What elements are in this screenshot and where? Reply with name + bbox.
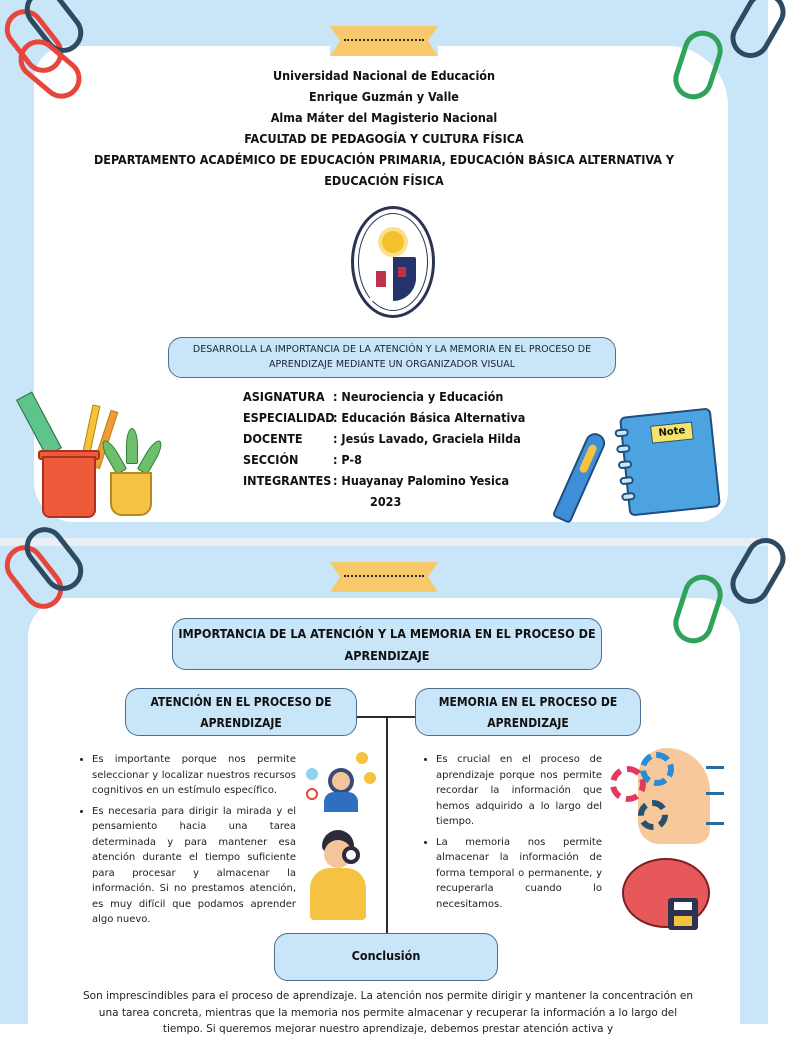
- paperclip-icon: [723, 0, 793, 65]
- university-header: [60, 65, 708, 191]
- department-name-cont: EDUCACIÓN FÍSICA: [324, 173, 444, 188]
- page-separator: [0, 538, 768, 546]
- memory-box: [415, 688, 641, 736]
- note-label: Note: [650, 421, 694, 443]
- memory-list: [422, 752, 602, 917]
- info-key: INTEGRANTES: [243, 473, 332, 488]
- task-banner: [168, 337, 616, 378]
- attention-point: • Es necesaria para dirigir la mirada y el pensamiento hacia una tarea determinada y para mantener esa atención durante el tiempo suficiente para procesar y almacenar la información. Si no prestamos atención, es muy difícil que podamos aprender algo nuevo.: [92, 804, 296, 928]
- faculty-name: FACULTAD DE PEDAGOGÍA Y CULTURA FÍSICA: [244, 131, 524, 146]
- info-value: : Neurociencia y Educación: [333, 389, 504, 404]
- info-key: SECCIÓN: [243, 452, 299, 467]
- connector-line: [357, 716, 415, 718]
- department-name: DEPARTAMENTO ACADÉMICO DE EDUCACIÓN PRIMARIA, EDUCACIÓN BÁSICA ALTERNATIVA Y: [93, 152, 675, 167]
- attention-point: • Es importante porque nos permite seleccionar y localizar nuestros recursos cognitivos en un estímulo específico.: [92, 752, 296, 799]
- conclusion-box: [274, 933, 498, 981]
- info-value: : Educación Básica Alternativa: [333, 410, 526, 425]
- tape-decoration: [330, 26, 438, 56]
- attention-title: ATENCIÓN EN EL PROCESO DE APRENDIZAJE: [150, 695, 332, 730]
- attention-box: [125, 688, 357, 736]
- memory-title: MEMORIA EN EL PROCESO DE APRENDIZAJE: [438, 695, 618, 730]
- university-seal-logo: [351, 206, 435, 318]
- info-value: : P-8: [333, 452, 362, 467]
- info-key: DOCENTE: [243, 431, 303, 446]
- year-value: 2023: [370, 494, 402, 509]
- info-value: : Jesús Lavado, Graciela Hilda: [333, 431, 521, 446]
- attention-list: [78, 752, 296, 933]
- organizer-title-text: IMPORTANCIA DE LA ATENCIÓN Y LA MEMORIA EN EL PROCESO DE APRENDIZAJE: [178, 626, 596, 663]
- head-with-gears-illustration: [610, 746, 726, 846]
- person-with-magnifier-illustration: [306, 828, 376, 920]
- tape-decoration: [330, 562, 438, 592]
- university-subname: Enrique Guzmán y Valle: [309, 89, 459, 104]
- university-name: Universidad Nacional de Educación: [272, 68, 496, 83]
- connector-line: [386, 716, 388, 934]
- organizer-page: [0, 546, 768, 1035]
- memory-point: • La memoria nos permite almacenar la información de forma temporal o permanente, y recuperarla cuando lo necesitamos.: [436, 835, 602, 913]
- notebook-icon: [619, 407, 721, 516]
- info-key: ESPECIALIDAD: [243, 410, 335, 425]
- plant-leaf-icon: [126, 428, 138, 464]
- conclusion-text: Son imprescindibles para el proceso de aprendizaje. La atención nos permite dirigir y mantener la concentración en una tarea concreta, mientras que la memoria nos permite almacenar y recuperar la información a lo largo del tiempo. Si queremos mejorar nuestro aprendizaje, debemos prestar atención activa y: [83, 990, 693, 1035]
- brain-with-disk-illustration: [620, 852, 716, 938]
- pencil-cup-icon: [42, 456, 96, 518]
- plant-pot-icon: [110, 472, 152, 516]
- info-value: : Huayanay Palomino Yesica: [333, 473, 510, 488]
- info-key: ASIGNATURA: [243, 389, 325, 404]
- memory-point: • Es crucial en el proceso de aprendizaje porque nos permite recordar la información que hemos adquirido a lo largo del tiempo.: [436, 752, 602, 830]
- task-text: DESARROLLA LA IMPORTANCIA DE LA ATENCIÓN Y LA MEMORIA EN EL PROCESO DE APRENDIZAJE MEDIANTE UN ORGANIZADOR VISUAL: [192, 344, 592, 370]
- organizer-title: [172, 618, 602, 670]
- university-motto: Alma Máter del Magisterio Nacional: [270, 110, 498, 125]
- person-with-ideas-illustration: [306, 750, 378, 812]
- conclusion-title: Conclusión: [351, 948, 421, 963]
